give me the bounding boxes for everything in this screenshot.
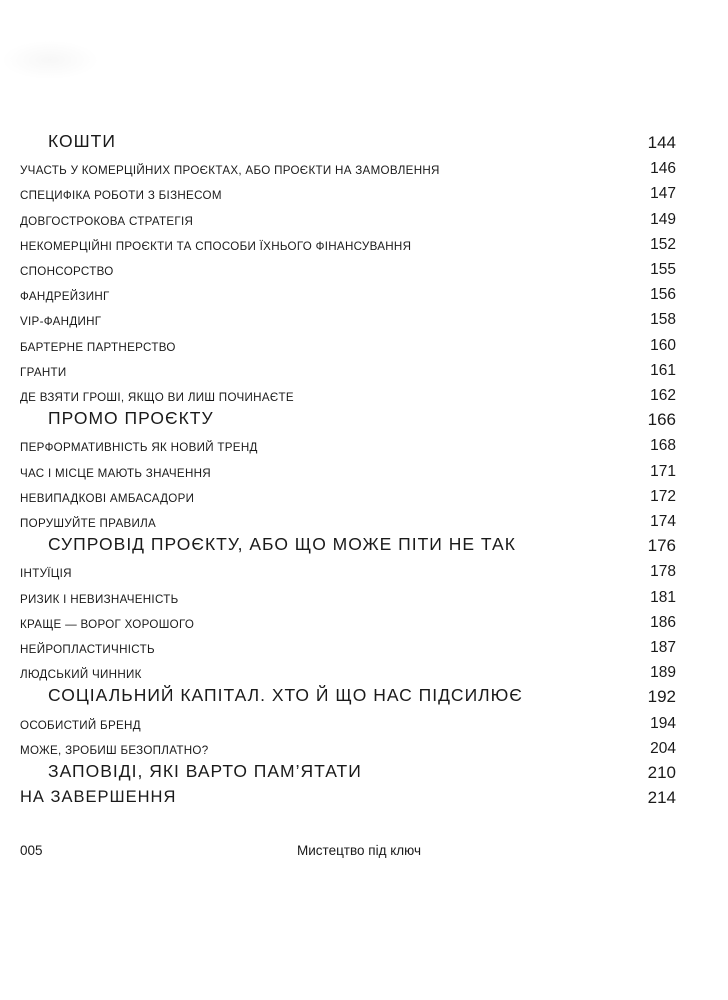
toc-entry-title: ДОВГОСТРОКОВА СТРАТЕГІЯ [20, 214, 194, 228]
toc-entry-title: ОСОБИСТИЙ БРЕНД [20, 718, 141, 732]
toc-subentry [20, 458, 676, 482]
toc-entry-title: КОШТИ [48, 131, 116, 151]
toc-subentry [20, 281, 676, 305]
toc-entry-title: СОЦІАЛЬНИЙ КАПІТАЛ. ХТО Й ЩО НАС ПІДСИЛЮЄ [48, 685, 523, 706]
toc-subentry [20, 382, 676, 406]
toc-entry-page: 144 [647, 133, 676, 152]
toc-entry-page: 160 [650, 336, 676, 354]
toc-entry-title: КРАЩЕ — ВОРОГ ХОРОШОГО [20, 617, 195, 631]
toc-entry-page: 194 [650, 714, 676, 732]
toc-entry-title: НА ЗАВЕРШЕННЯ [20, 788, 177, 807]
toc-entry-title: БАРТЕРНЕ ПАРТНЕРСТВО [20, 340, 176, 354]
toc-entry-page: 214 [647, 788, 676, 808]
toc-entry-title: ЛЮДСЬКИЙ ЧИННИК [20, 668, 142, 682]
toc-subentry [20, 332, 676, 356]
toc-entry-title: VIP-ФАНДИНГ [20, 315, 102, 329]
toc-entry-page: 152 [650, 235, 676, 253]
toc-entry-page: 161 [650, 361, 676, 379]
toc-entry-title: СПОНСОРСТВО [20, 265, 114, 278]
toc-entry-page: 172 [650, 487, 676, 505]
toc-entry-title: ФАНДРЕЙЗИНГ [20, 290, 110, 304]
toc-entry-page: 186 [650, 613, 676, 631]
footer-page-number: 005 [20, 843, 43, 858]
toc-chapter-entry [20, 533, 676, 557]
toc-entry-page: 189 [650, 664, 676, 682]
toc-entry-page: 187 [650, 639, 676, 656]
toc-entry-title: ЧАС І МІСЦЕ МАЮТЬ ЗНАЧЕННЯ [20, 466, 211, 480]
toc-subentry [20, 483, 676, 507]
toc-entry-title: НЕКОМЕРЦІЙНІ ПРОЄКТИ ТА СПОСОБИ ЇХНЬОГО ФІНАНСУВАННЯ [20, 239, 412, 253]
toc-entry-page: 147 [650, 185, 676, 203]
toc-entry-page: 176 [647, 536, 676, 556]
toc-entry-title: УЧАСТЬ У КОМЕРЦІЙНИХ ПРОЄКТАХ, АБО ПРОЄКТИ НА ЗАМОВЛЕННЯ [20, 164, 440, 178]
toc-entry-page: 162 [650, 387, 676, 404]
toc-entry-page: 156 [650, 286, 676, 304]
toc-entry-page: 174 [650, 513, 676, 530]
toc-entry-page: 149 [650, 210, 676, 228]
toc-entry-title: ЗАПОВІДІ, ЯКІ ВАРТО ПАМ’ЯТАТИ [48, 761, 362, 781]
footer-book-title: Мистецтво під ключ [297, 843, 422, 858]
toc-entry-title: ІНТУЇЦІЯ [20, 567, 72, 581]
toc-entry-title: РИЗИК І НЕВИЗНАЧЕНІСТЬ [20, 592, 179, 606]
toc-entry-title: НЕЙРОПЛАСТИЧНІСТЬ [20, 643, 155, 656]
toc-chapter-entry [20, 684, 676, 708]
toc-chapter-entry [20, 760, 676, 784]
toc-entry-title: СУПРОВІД ПРОЄКТУ, АБО ЩО МОЖЕ ПІТИ НЕ ТАК [48, 534, 516, 555]
toc-subentry [20, 558, 676, 582]
toc-subentry [20, 155, 676, 179]
toc-entry-page: 168 [650, 437, 676, 455]
toc-entry-page: 171 [650, 462, 676, 480]
toc-entry-title: ГРАНТИ [20, 365, 67, 379]
faint-print-mark [0, 40, 100, 80]
toc-subentry [20, 180, 676, 204]
toc-subentry [20, 609, 676, 633]
toc-entry-title: НЕВИПАДКОВІ АМБАСАДОРИ [20, 491, 195, 505]
toc-entry-title: ПОРУШУЙТЕ ПРАВИЛА [20, 517, 157, 530]
toc-entry-title: ПРОМО ПРОЄКТУ [48, 408, 214, 429]
toc-chapter-entry [20, 785, 676, 809]
toc-subentry [20, 357, 676, 381]
toc-chapter-entry [20, 130, 676, 154]
toc-entry-title: МОЖЕ, ЗРОБИШ БЕЗОПЛАТНО? [20, 743, 209, 757]
toc-subentry [20, 256, 676, 280]
toc-subentry [20, 432, 676, 456]
toc-entry-title: ПЕРФОРМАТИВНІСТЬ ЯК НОВИЙ ТРЕНД [20, 441, 258, 455]
toc-subentry [20, 634, 676, 658]
toc-chapter-entry [20, 407, 676, 431]
toc-subentry [20, 659, 676, 683]
toc-entry-title: ДЕ ВЗЯТИ ГРОШІ, ЯКЩО ВИ ЛИШ ПОЧИНАЄТЕ [20, 391, 294, 404]
toc-entry-page: 155 [650, 261, 676, 278]
toc-entry-page: 204 [650, 739, 676, 757]
toc-subentry [20, 231, 676, 255]
toc-subentry [20, 735, 676, 759]
toc-entry-page: 158 [650, 311, 676, 329]
toc-subentry [20, 306, 676, 330]
toc-entry-page: 166 [647, 410, 676, 430]
toc-entry-page: 192 [647, 687, 676, 707]
toc-entry-page: 181 [650, 588, 676, 606]
toc-subentry [20, 206, 676, 230]
toc-entry-page: 178 [650, 563, 676, 581]
toc-entry-title: СПЕЦИФІКА РОБОТИ З БІЗНЕСОМ [20, 189, 222, 203]
toc-subentry [20, 508, 676, 532]
toc-subentry [20, 584, 676, 608]
toc-entry-page: 146 [650, 160, 676, 178]
toc-entry-page: 210 [647, 763, 676, 782]
toc-subentry [20, 710, 676, 734]
